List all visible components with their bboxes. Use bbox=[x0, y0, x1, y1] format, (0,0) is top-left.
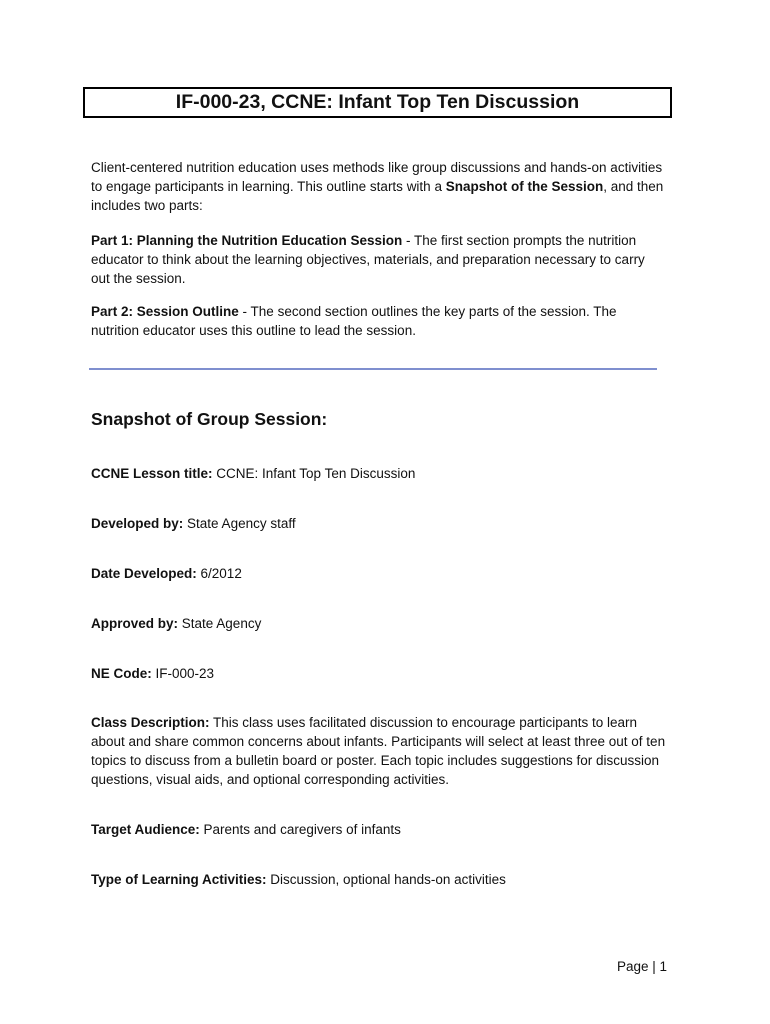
part1-paragraph bbox=[91, 231, 666, 288]
field-class-description bbox=[91, 713, 666, 789]
snapshot-heading: Snapshot of Group Session: bbox=[91, 409, 328, 429]
field-developed-by bbox=[91, 514, 666, 533]
field-value: CCNE: Infant Top Ten Discussion bbox=[212, 466, 416, 481]
field-value: 6/2012 bbox=[196, 566, 242, 581]
part2-paragraph bbox=[91, 302, 666, 340]
field-learning-activities bbox=[91, 870, 666, 889]
part2-text: - The second section outlines the key parts of the session. The nutrition educator uses this outline to lead the session. bbox=[91, 304, 617, 338]
page-number: Page | 1 bbox=[616, 959, 667, 974]
field-label: Approved by: bbox=[91, 616, 179, 631]
part2-label: Part 2: Session Outline bbox=[91, 304, 239, 319]
field-value: IF-000-23 bbox=[151, 666, 215, 681]
part1-text: - The first section prompts the nutrition educator to think about the learning objectives, materials, and preparation necessary to carry out the session. bbox=[91, 233, 645, 286]
field-target-audience bbox=[91, 820, 666, 839]
field-label: Developed by: bbox=[91, 516, 184, 531]
section-divider bbox=[89, 368, 657, 370]
intro-paragraph bbox=[91, 158, 666, 215]
document-title: IF-000-23, CCNE: Infant Top Ten Discussion bbox=[175, 91, 580, 113]
intro-text-after: , and then includes two parts: bbox=[91, 179, 664, 213]
field-value: Discussion, optional hands-on activities bbox=[266, 872, 506, 887]
title-box bbox=[83, 87, 672, 118]
field-label: CCNE Lesson title: bbox=[91, 466, 213, 481]
intro-bold: Snapshot of the Session bbox=[445, 179, 604, 194]
field-lesson-title bbox=[91, 464, 666, 483]
part1-label: Part 1: Planning the Nutrition Education Session bbox=[91, 233, 403, 248]
field-label: Target Audience: bbox=[91, 822, 200, 837]
field-value: Parents and caregivers of infants bbox=[199, 822, 401, 837]
field-date-developed bbox=[91, 564, 666, 583]
field-label: NE Code: bbox=[91, 666, 152, 681]
field-approved-by bbox=[91, 614, 666, 633]
field-ne-code bbox=[91, 664, 666, 683]
intro-text-before: Client-centered nutrition education uses methods like group discussions and hands-on activities to engage participants in learning. This outline starts with a bbox=[91, 160, 663, 194]
field-label: Class Description: bbox=[91, 715, 210, 730]
field-value: State Agency bbox=[178, 616, 262, 631]
field-label: Type of Learning Activities: bbox=[91, 872, 267, 887]
field-value: State Agency staff bbox=[183, 516, 296, 531]
field-value: This class uses facilitated discussion to encourage participants to learn about and share common concerns about infants. Participants will select at least three out of ten topics to discuss from a bulletin board or poster. Each topic includes suggestions for discussion questions, visual aids, and optional corresponding activities. bbox=[91, 715, 666, 787]
field-label: Date Developed: bbox=[91, 566, 197, 581]
